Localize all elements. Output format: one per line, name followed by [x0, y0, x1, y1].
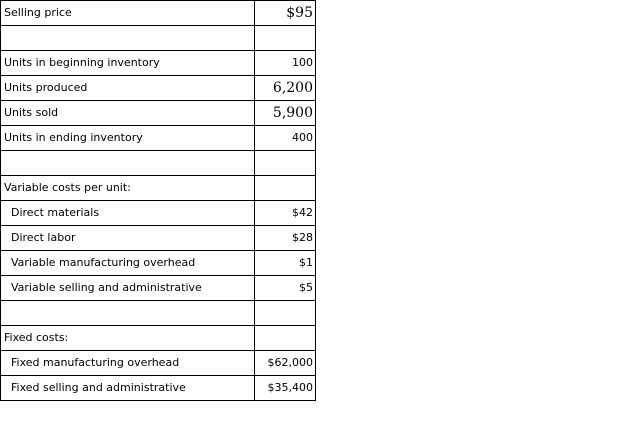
table-row — [1, 351, 316, 376]
table-row — [1, 26, 316, 51]
row-label: Fixed selling and administrative — [1, 376, 255, 401]
table-row — [1, 151, 316, 176]
row-label: Units in ending inventory — [1, 126, 255, 151]
row-value: $1 — [255, 251, 316, 276]
section-heading: Fixed costs: — [1, 326, 255, 351]
row-value: 400 — [255, 126, 316, 151]
cost-table-body — [1, 1, 316, 401]
table-row — [1, 76, 316, 101]
row-value: 6,200 — [255, 76, 316, 101]
row-label: Selling price — [1, 1, 255, 26]
table-row — [1, 376, 316, 401]
table-row — [1, 226, 316, 251]
row-value: $62,000 — [255, 351, 316, 376]
section-heading: Variable costs per unit: — [1, 176, 255, 201]
row-label: Fixed manufacturing overhead — [1, 351, 255, 376]
row-value: 100 — [255, 51, 316, 76]
table-row — [1, 251, 316, 276]
row-label — [1, 151, 255, 176]
row-value — [255, 326, 316, 351]
row-value: 5,900 — [255, 101, 316, 126]
table-row — [1, 51, 316, 76]
table-row — [1, 201, 316, 226]
row-label — [1, 301, 255, 326]
row-value — [255, 301, 316, 326]
row-label: Units in beginning inventory — [1, 51, 255, 76]
row-label: Units sold — [1, 101, 255, 126]
row-value — [255, 26, 316, 51]
row-value: $42 — [255, 201, 316, 226]
row-value: $5 — [255, 276, 316, 301]
cost-data-table — [0, 0, 316, 401]
row-label: Units produced — [1, 76, 255, 101]
row-value — [255, 176, 316, 201]
row-value: $28 — [255, 226, 316, 251]
row-label — [1, 26, 255, 51]
table-row — [1, 276, 316, 301]
row-label: Direct materials — [1, 201, 255, 226]
row-value — [255, 151, 316, 176]
table-row — [1, 176, 316, 201]
table-row — [1, 301, 316, 326]
table-row — [1, 126, 316, 151]
row-label: Variable manufacturing overhead — [1, 251, 255, 276]
table-row — [1, 326, 316, 351]
table-row — [1, 1, 316, 26]
row-value: $95 — [255, 1, 316, 26]
row-value: $35,400 — [255, 376, 316, 401]
table-row — [1, 101, 316, 126]
row-label: Direct labor — [1, 226, 255, 251]
row-label: Variable selling and administrative — [1, 276, 255, 301]
